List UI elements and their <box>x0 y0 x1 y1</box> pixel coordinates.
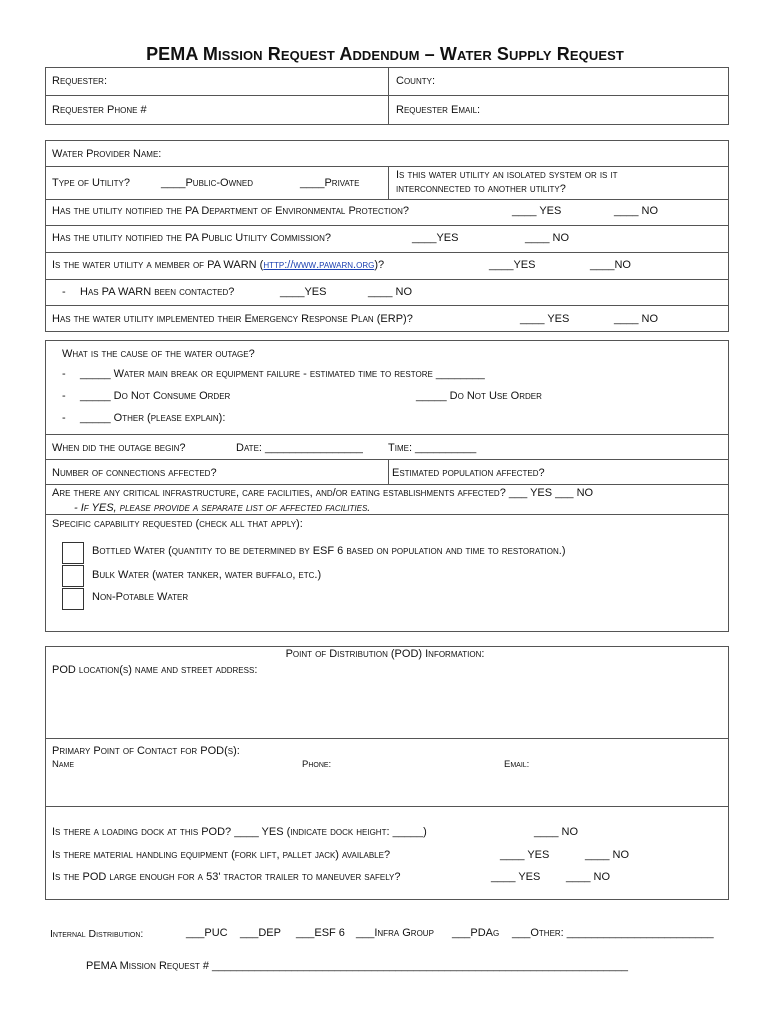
dep-question: Has the utility notified the PA Department of Environmental Protection? <box>52 205 410 217</box>
pa-warn-question-end: )? <box>374 259 385 271</box>
distribution-pdag[interactable]: ___PDAg <box>452 927 500 939</box>
erp-question: Has the water utility implemented their Emergency Response Plan (ERP)? <box>52 313 413 325</box>
bulk-water-checkbox[interactable] <box>62 565 84 587</box>
if-yes-note: - If YES, please provide a separate list of affected facilities. <box>74 502 371 514</box>
population-affected-field[interactable]: Estimated population affected? <box>392 467 545 479</box>
requester-email-field[interactable]: Requester Email: <box>396 104 481 116</box>
pa-warn-contact-dash: - <box>62 286 66 298</box>
bottled-water-label: Bottled Water (quantity to be determined by ESF 6 based on population and time to restoration.) <box>92 545 566 557</box>
pod-contact-label: Primary Point of Contact for POD(s): <box>52 745 240 757</box>
isolated-question-line2[interactable]: interconnected to another utility? <box>396 183 566 195</box>
isolated-question-line1: Is this water utility an isolated system or is it <box>396 169 618 181</box>
tractor-trailer-no[interactable]: ____ NO <box>566 871 611 883</box>
critical-infrastructure-question[interactable]: Are there any critical infrastructure, care facilities, and/or eating establishments affected? ___ YES ___ NO <box>52 487 594 499</box>
outage-box <box>45 340 729 632</box>
dep-yes[interactable]: ____ YES <box>512 205 562 217</box>
puc-question: Has the utility notified the PA Public Utility Commission? <box>52 232 332 244</box>
water-provider-name-field[interactable]: Water Provider Name: <box>52 148 162 160</box>
requester-field[interactable]: Requester: <box>52 75 108 87</box>
pa-warn-contacted-no[interactable]: ____ NO <box>368 286 413 298</box>
distribution-infra-group[interactable]: ___Infra Group <box>356 927 434 939</box>
pa-warn-question <box>52 259 384 272</box>
pod-contact-name-field[interactable]: Name <box>52 759 75 770</box>
erp-no[interactable]: ____ NO <box>614 313 659 325</box>
pawarn-link[interactable]: http://www.pawarn.org <box>263 259 375 271</box>
pa-warn-question-text: Is the water utility a member of PA WARN ( <box>52 259 264 271</box>
distribution-dep[interactable]: ___DEP <box>240 927 281 939</box>
public-owned-option[interactable]: ____Public-Owned <box>161 177 254 189</box>
tractor-trailer-question: Is the POD large enough for a 53' tractor trailer to maneuver safely? <box>52 871 401 883</box>
requester-phone-field[interactable]: Requester Phone # <box>52 104 147 116</box>
equipment-no[interactable]: ____ NO <box>585 849 630 861</box>
main-break-option[interactable]: _____ Water main break or equipment failure - estimated time to restore ________ <box>80 368 485 380</box>
non-potable-water-checkbox[interactable] <box>62 588 84 610</box>
tractor-trailer-yes[interactable]: ____ YES <box>491 871 541 883</box>
bottled-water-checkbox[interactable] <box>62 542 84 564</box>
outage-cause-question: What is the cause of the water outage? <box>62 348 255 360</box>
utility-type-label: Type of Utility? <box>52 177 131 189</box>
pod-contact-email-field[interactable]: Email: <box>504 759 530 770</box>
outage-began-label: When did the outage begin? <box>52 442 186 454</box>
outage-time-field[interactable]: Time: __________ <box>388 442 477 454</box>
distribution-esf6[interactable]: ___ESF 6 <box>296 927 345 939</box>
pod-location-field[interactable]: POD location(s) name and street address: <box>52 664 258 676</box>
dash-1: - <box>62 368 66 380</box>
puc-yes[interactable]: ____YES <box>412 232 459 244</box>
requester-box <box>45 67 729 125</box>
erp-yes[interactable]: ____ YES <box>520 313 570 325</box>
other-option[interactable]: _____ Other (please explain): <box>80 412 226 424</box>
distribution-puc[interactable]: ___PUC <box>186 927 228 939</box>
equipment-question: Is there material handling equipment (fork lift, pallet jack) available? <box>52 849 391 861</box>
bulk-water-label: Bulk Water (water tanker, water buffalo, etc.) <box>92 569 322 581</box>
dep-no[interactable]: ____ NO <box>614 205 659 217</box>
capability-question: Specific capability requested (check all that apply): <box>52 518 303 530</box>
page-title: PEMA Mission Request Addendum – Water Supply Request <box>146 44 624 64</box>
do-not-use-option[interactable]: _____ Do Not Use Order <box>416 390 542 402</box>
equipment-yes[interactable]: ____ YES <box>500 849 550 861</box>
pod-contact-phone-field[interactable]: Phone: <box>302 759 332 770</box>
loading-dock-question[interactable]: Is there a loading dock at this POD? ____ YES (indicate dock height: _____) <box>52 826 427 838</box>
pa-warn-yes[interactable]: ____YES <box>489 259 536 271</box>
dash-3: - <box>62 412 66 424</box>
distribution-other[interactable]: ___Other: ________________________ <box>512 927 714 939</box>
puc-no[interactable]: ____ NO <box>525 232 570 244</box>
mission-request-number[interactable]: PEMA Mission Request # ____________________________________________________________________ <box>86 960 629 972</box>
outage-date-field[interactable]: Date: ________________ <box>236 442 363 454</box>
pa-warn-no[interactable]: ____NO <box>590 259 631 271</box>
pod-heading: Point of Distribution (POD) Information: <box>285 648 485 660</box>
connections-affected-field[interactable]: Number of connections affected? <box>52 467 217 479</box>
internal-distribution-label: Internal Distribution: <box>50 928 144 940</box>
non-potable-water-label: Non-Potable Water <box>92 591 189 603</box>
pa-warn-contacted-yes[interactable]: ____YES <box>280 286 327 298</box>
loading-dock-no[interactable]: ____ NO <box>534 826 579 838</box>
private-option[interactable]: ____Private <box>300 177 360 189</box>
pa-warn-contacted-question: Has PA WARN been contacted? <box>80 286 235 298</box>
do-not-consume-option[interactable]: _____ Do Not Consume Order <box>80 390 231 402</box>
county-field[interactable]: County: <box>396 75 435 87</box>
dash-2: - <box>62 390 66 402</box>
